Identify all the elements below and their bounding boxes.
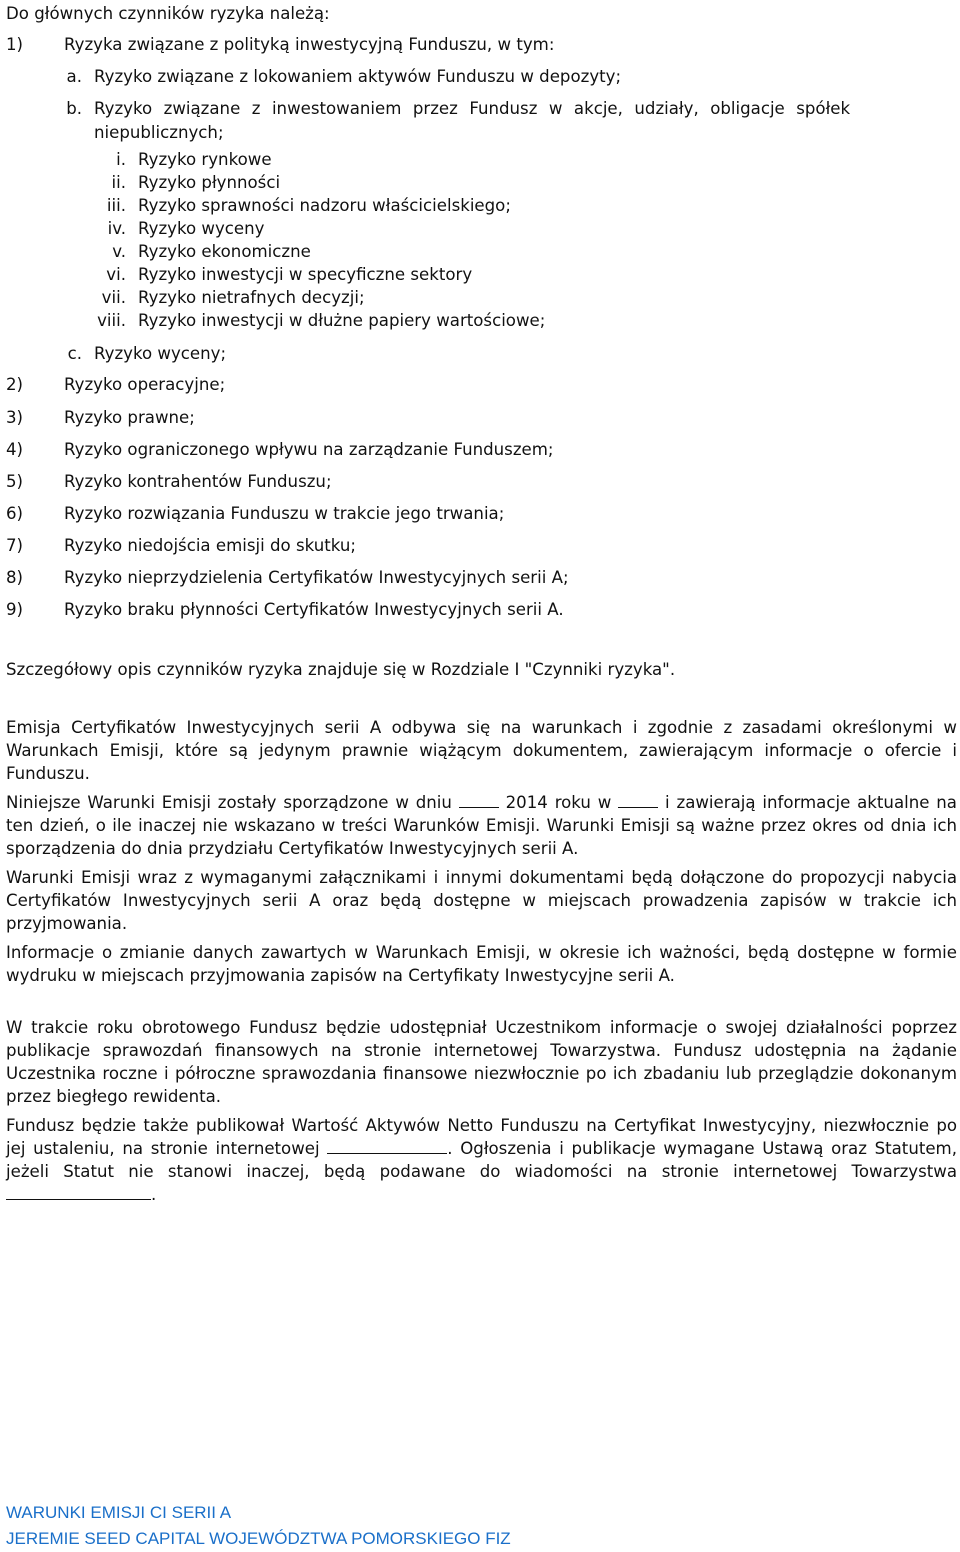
sub-sub-list-item-text: Ryzyko rynkowe [138,150,272,169]
sub-sub-list-item-text: Ryzyko nietrafnych decyzji; [138,288,365,307]
sub-list-item-label: c. [67,344,82,363]
website-blank [327,1137,447,1154]
list-item-text: Ryzyko prawne; [64,408,195,427]
list-item-number: 1) [6,35,24,54]
list-item-number: 6) [6,504,24,523]
risk-details-note: Szczegółowy opis czynników ryzyka znajduje się w Rozdziale I "Czynniki ryzyka". [6,660,676,679]
paragraph-issuance: Emisja Certyfikatów Inwestycyjnych serii A odbywa się na warunkach i zgodnie z zasadami określonymi w Warunkach Emisji, które są jedynym prawnie wiążącym dokumentem, zawierającym informacje o ofercie i Funduszu. [6,718,957,783]
sub-sub-list-item-text: Ryzyko inwestycji w dłużne papiery wartościowe; [138,311,546,330]
sub-list-item-text: Ryzyko związane z inwestowaniem przez Fundusz w akcje, udziały, obligacje spółek [94,99,851,118]
sub-list-item-label: b. [66,99,82,118]
sub-sub-list-item-text: Ryzyko płynności [138,173,281,192]
list-item-text: Ryzyko ograniczonego wpływu na zarządzanie Funduszem; [64,440,554,459]
sub-list-item-text: niepublicznych; [94,123,224,142]
list-item-text: Ryzyko kontrahentów Funduszu; [64,472,332,491]
place-blank [618,791,658,808]
sub-sub-list-item-text: Ryzyko sprawności nadzoru właścicielskiego; [138,196,511,215]
paragraph-text: i zawierają informacje aktualne na ten dzień, o ile inaczej nie wskazano w treści Warunków Emisji. Warunki Emisji są ważne przez okres od dnia ich sporządzenia do dnia przydziału Certyfikatów Inwestycyjnych serii A. [6,793,957,858]
list-item-text: Ryzyko niedojścia emisji do skutku; [64,536,356,555]
paragraph-text: Niniejsze Warunki Emisji zostały sporządzone w dniu [6,793,452,812]
company-website-blank [6,1183,151,1200]
sub-sub-list-item-label: iii. [106,196,126,215]
sub-list-item-text: Ryzyko związane z lokowaniem aktywów Funduszu w depozyty; [94,67,622,86]
paragraph-text: Fundusz będzie także publikował Wartość Aktywów Netto Funduszu na Certyfikat Inwestycyjny, niezwłocznie po jej ustaleniu, na stronie internetowej [6,1116,957,1158]
sub-sub-list-item-label: iv. [107,219,126,238]
sub-sub-list-item-label: vii. [101,288,126,307]
sub-list-item-label: a. [66,67,82,86]
sub-sub-list-item-text: Ryzyko inwestycji w specyficzne sektory [138,265,473,284]
list-item-text: Ryzyko rozwiązania Funduszu w trakcie jego trwania; [64,504,505,523]
date-blank [459,791,499,808]
list-item-number: 2) [6,375,24,394]
paragraph-text: . Ogłoszenia i publikacje wymagane Ustawą oraz Statutem, jeżeli Statut nie stanowi inaczej, będą podawane do wiadomości na stronie internetowej Towarzystwa [6,1139,957,1181]
paragraph-preparation-date [6,791,957,860]
list-item-text: Ryzyko nieprzydzielenia Certyfikatów Inwestycyjnych serii A; [64,568,569,587]
list-item-text: Ryzyko operacyjne; [64,375,226,394]
sub-sub-list-item-text: Ryzyko ekonomiczne [138,242,311,261]
list-item-number: 5) [6,472,24,491]
list-item-number: 8) [6,568,24,587]
sub-sub-list-item-text: Ryzyko wyceny [138,219,265,238]
list-item-number: 9) [6,600,24,619]
paragraph-changes: Informacje o zmianie danych zawartych w Warunkach Emisji, w okresie ich ważności, będą dostępne w formie wydruku w miejscach przyjmowania zapisów na Certyfikaty Inwestycyjne serii A. [6,943,957,985]
paragraph-nav-publication [6,1114,957,1206]
list-item-text: Ryzyka związane z polityką inwestycyjną Funduszu, w tym: [64,35,555,54]
sub-sub-list-item-label: vi. [106,265,126,284]
sub-sub-list-item-label: v. [112,242,126,261]
list-item-number: 3) [6,408,24,427]
paragraph-text: . [151,1185,157,1204]
paragraph-attachments: Warunki Emisji wraz z wymaganymi załącznikami i innymi dokumentami będą dołączone do propozycji nabycia Certyfikatów Inwestycyjnych serii A oraz będą dostępne w miejscach prowadzenia zapisów w trakcie ich przyjmowania. [6,868,957,933]
sub-sub-list-item-label: i. [116,150,126,169]
intro-text: Do głównych czynników ryzyka należą: [6,4,330,23]
sub-sub-list-item-label: viii. [97,311,126,330]
paragraph-reports: W trakcie roku obrotowego Fundusz będzie udostępniał Uczestnikom informacje o swojej działalności poprzez publikacje sprawozdań finansowych na stronie internetowej Towarzystwa. Fundusz udostępnia na żądanie Uczestnika roczne i półroczne sprawozdania finansowe niezwłocznie po ich zbadaniu lub przeglądzie dokonanym przez biegłego rewidenta. [6,1018,957,1106]
footer-fund-name: JEREMIE SEED CAPITAL WOJEWÓDZTWA POMORSKIEGO FIZ [6,1529,511,1548]
footer-title: WARUNKI EMISJI CI SERII A [6,1503,232,1522]
sub-list-item-text: Ryzyko wyceny; [94,344,227,363]
list-item-number: 4) [6,440,24,459]
paragraph-text: 2014 roku w [505,793,612,812]
sub-sub-list-item-label: ii. [111,173,126,192]
list-item-text: Ryzyko braku płynności Certyfikatów Inwestycyjnych serii A. [64,600,564,619]
list-item-number: 7) [6,536,24,555]
